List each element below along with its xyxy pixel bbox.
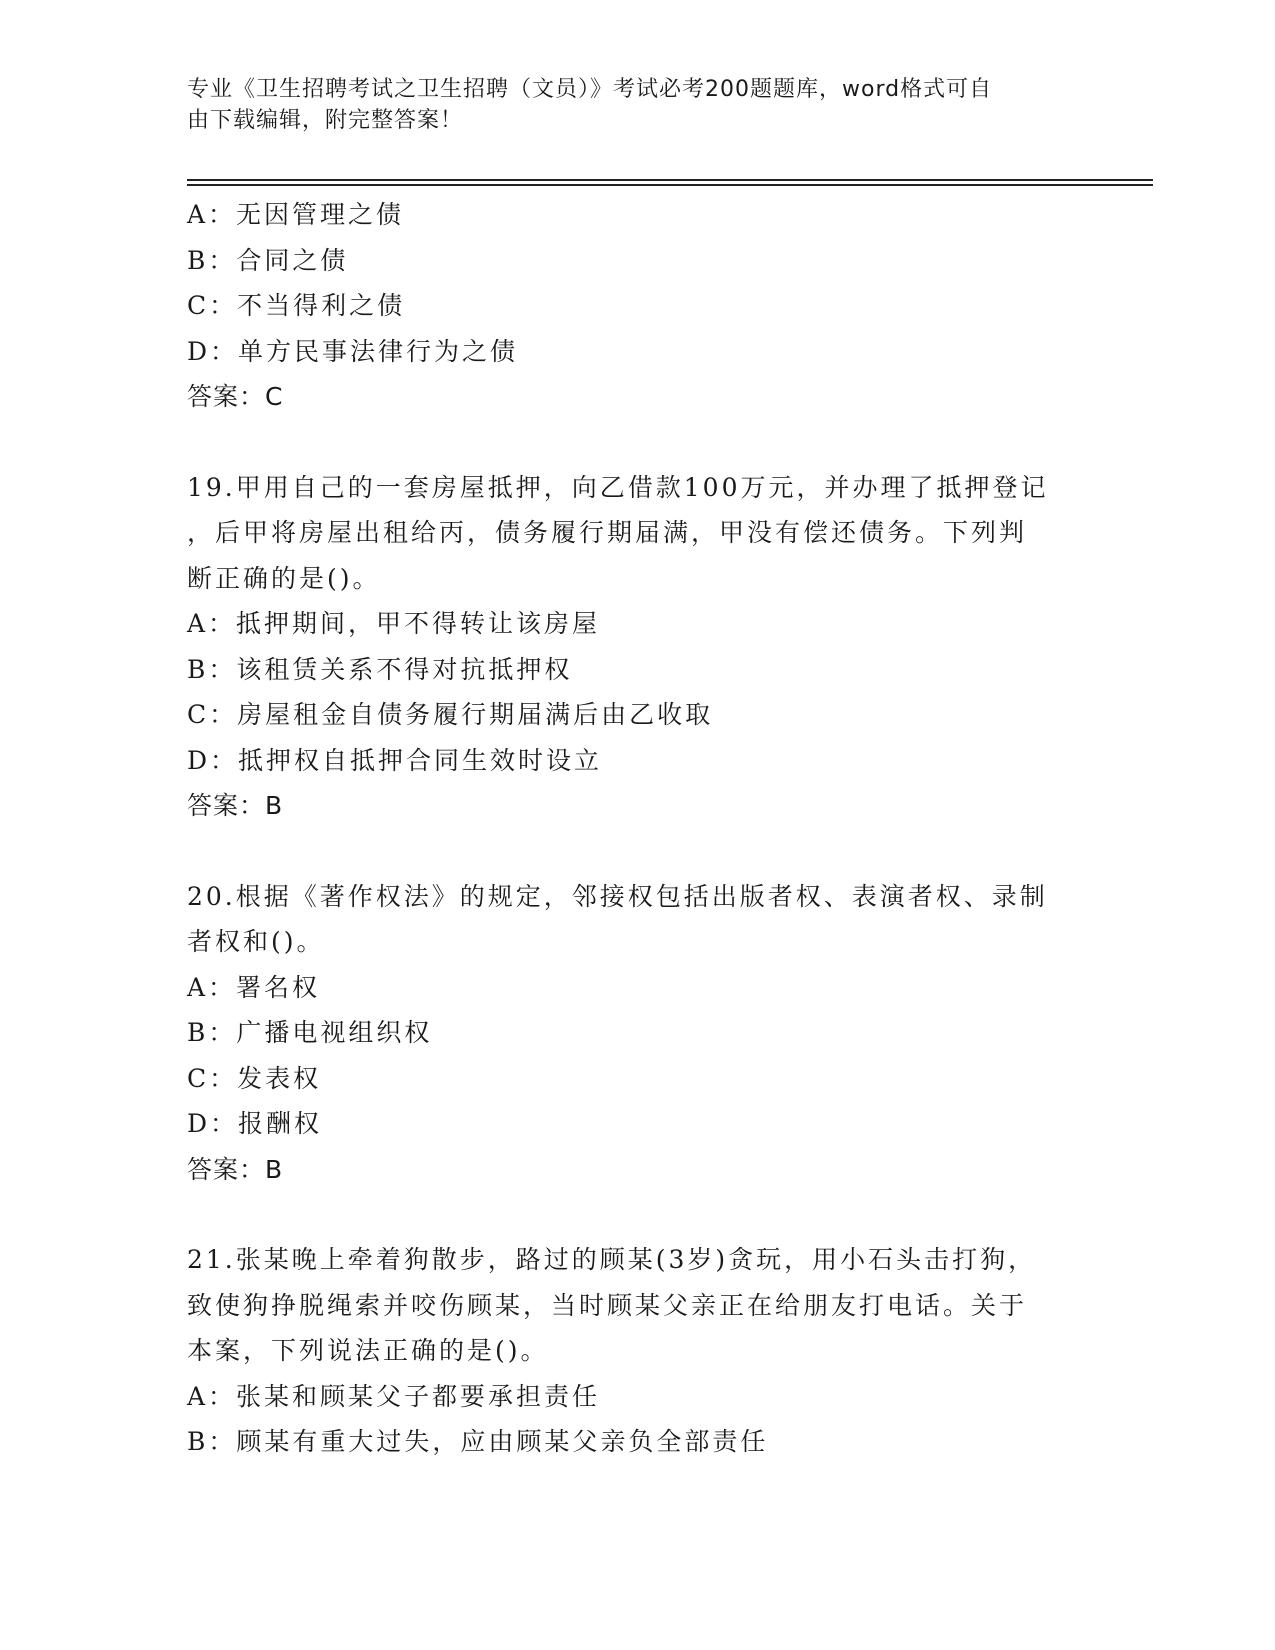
question-stem-line: 断正确的是()。: [187, 563, 381, 593]
header-rule-top: [187, 179, 1153, 181]
spacer: [187, 829, 1087, 874]
option-c: C：房屋租金自债务履行期届满后由乙收取: [187, 700, 714, 729]
header-line-2: 由下载编辑，附完整答案！: [187, 108, 464, 133]
option-a: A：署名权: [187, 972, 321, 1002]
answer-line: 答案：C: [187, 382, 284, 411]
document-body: [187, 192, 1087, 1465]
option-b: B：该租赁关系不得对抗抵押权: [187, 654, 573, 684]
option-a: A：张某和顾某父子都要承担责任: [187, 1381, 601, 1411]
question-stem-line: 者权和()。: [187, 927, 325, 956]
spacer: [187, 420, 1087, 465]
question-stem-line: 19.甲用自己的一套房屋抵押，向乙借款100万元，并办理了抵押登记: [187, 472, 1049, 502]
option-c: C：不当得利之债: [187, 291, 406, 320]
answer-line: 答案：B: [187, 1154, 284, 1184]
option-d: D：抵押权自抵押合同生效时设立: [187, 745, 603, 775]
question-stem-line: 20.根据《著作权法》的规定，邻接权包括出版者权、表演者权、录制: [187, 881, 1048, 911]
question-stem-line: 21.张某晚上牵着狗散步，路过的顾某(3岁)贪玩，用小石头击打狗，: [187, 1245, 1037, 1274]
question-stem-line: 本案，下列说法正确的是()。: [187, 1336, 549, 1365]
question-18: [187, 192, 1087, 420]
question-stem-line: ，后甲将房屋出租给丙，债务履行期届满，甲没有偿还债务。下列判: [187, 518, 1028, 547]
document-header: [187, 74, 1067, 136]
option-b: B：合同之债: [187, 245, 349, 275]
header-line-1: 专业《卫生招聘考试之卫生招聘（文员）》考试必考200题题库，word格式可自: [187, 77, 993, 102]
answer-line: 答案：B: [187, 791, 284, 820]
question-stem-line: 致使狗挣脱绳索并咬伤顾某，当时顾某父亲正在给朋友打电话。关于: [187, 1290, 1028, 1320]
question-20: [187, 874, 1087, 1193]
spacer: [187, 1192, 1087, 1237]
option-a: A：抵押期间，甲不得转让该房屋: [187, 609, 601, 638]
option-c: C：发表权: [187, 1063, 322, 1093]
header-rule-bottom: [187, 184, 1153, 186]
option-b: B：顾某有重大过失，应由顾某父亲负全部责任: [187, 1427, 769, 1456]
option-b: B：广播电视组织权: [187, 1018, 433, 1047]
option-a: A：无因管理之债: [187, 200, 405, 229]
option-d: D：报酬权: [187, 1109, 323, 1138]
option-d: D：单方民事法律行为之债: [187, 336, 519, 366]
question-19: [187, 465, 1087, 829]
question-21: [187, 1237, 1087, 1465]
